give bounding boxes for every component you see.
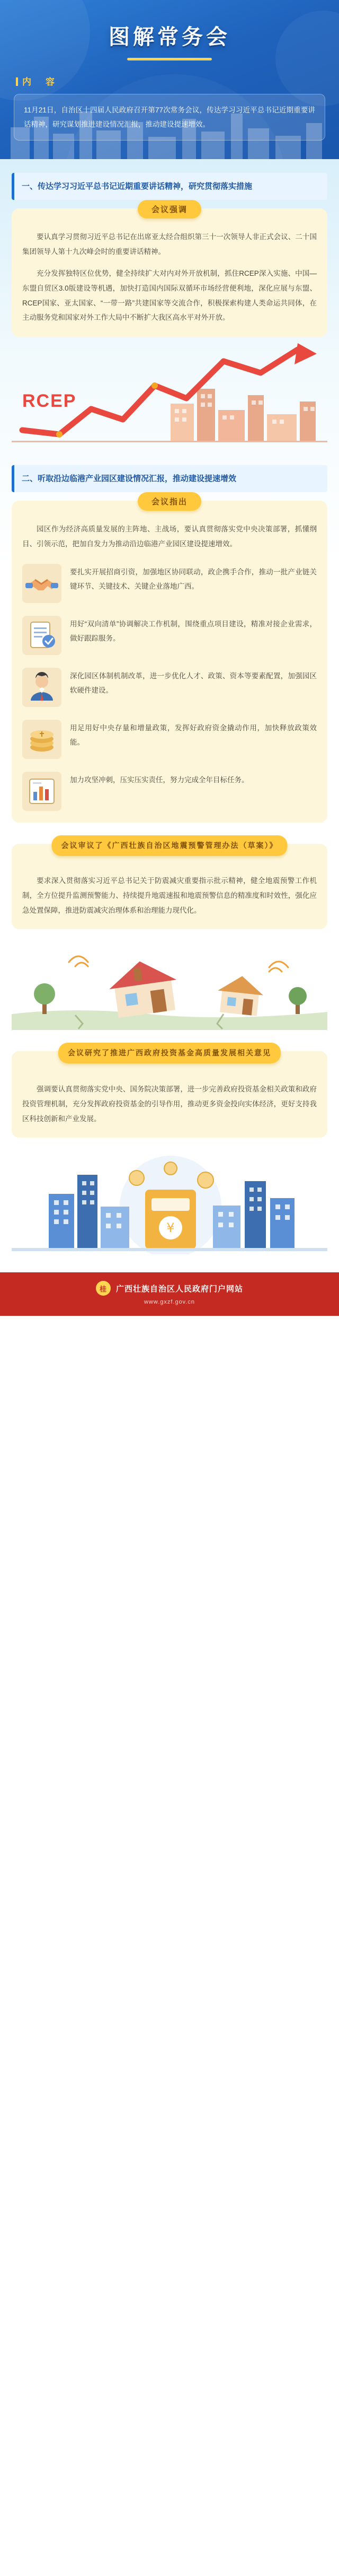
label-bar-icon: [16, 77, 18, 86]
page-header: [0, 0, 339, 159]
section-2: [0, 465, 339, 823]
section-4: [0, 1051, 339, 1254]
handshake-icon: [22, 564, 61, 603]
section-3-card: [12, 841, 327, 929]
list-item-text: 加力攻坚冲刺，压实压实责任，努力完成全年目标任务。: [70, 776, 249, 784]
section-3-paragraph-1: 要求深入贯彻落实习近平总书记关于防震减灾重要指示批示精神，健全地震预警工作机制，全方位提升监测预警能力、持续提升地震速报和地震预警信息的精准度和时效性，强化应急处置保障，推进防震减灾治理体系和治理能力现代化。: [22, 877, 317, 914]
government-emblem-icon: 桂: [96, 1281, 111, 1296]
section-4-card: [12, 1051, 327, 1138]
list-item: [22, 668, 317, 707]
title-underline: [127, 58, 212, 60]
section-4-paragraph-1: 强调要认真贯彻落实党中央、国务院决策部署，进一步完善政府投资基金相关政策和政府投资管理机制，充分发挥政府投资基金的引导作用，推动更多资金投向实体经济，更好支持我区科技创新和产业发展。: [22, 1085, 317, 1123]
list-item-text: 用足用好中央存量和增量政策，发挥好政府资金撬动作用，加快释放政策效能。: [70, 724, 317, 747]
rcep-illustration: [12, 340, 327, 451]
intro-text: 11月21日，自治区十四届人民政府召开第77次常务会议，传达学习习近平总书记近期重要讲话精神，研究谋划推进建设情况汇报，推动建设提速增效。: [14, 94, 325, 141]
section-2-card: [12, 497, 327, 823]
earthquake-house-icon: [12, 935, 327, 1030]
footer-org-line: [0, 1281, 339, 1296]
page-title: 图解常务会: [109, 25, 230, 49]
section-1-tag: 会议强调: [138, 200, 201, 219]
list-item: [22, 616, 317, 655]
coin-stack-icon: [22, 720, 61, 759]
page-footer: [0, 1272, 339, 1316]
footer-url: www.gxzf.gov.cn: [144, 1299, 195, 1306]
list-item: [22, 772, 317, 811]
section-1: [0, 173, 339, 451]
section-3-tag: 会议审议了《广西壮族自治区地震预警管理办法（草案）》: [52, 835, 288, 855]
section-1-paragraph-1: 要认真学习贯彻习近平总书记在出席亚太经合组织第三十一次领导人非正式会议、二十国集团领导人第十九次峰会时的重要讲话精神。: [22, 233, 317, 256]
city-fund-icon: [12, 1143, 327, 1254]
section-1-heading: 一、传达学习习近平总书记近期重要讲话精神，研究贯彻落实措施: [12, 173, 327, 200]
section-3: [0, 841, 339, 1030]
list-item-text: 用好“双向清单”协调解决工作机制，围绕重点项目建设，精准对接企业需求，做好跟踪服务。: [70, 620, 317, 643]
list-item: [22, 564, 317, 603]
document-check-icon: [22, 616, 61, 655]
svg-text:¥: ¥: [166, 1220, 175, 1236]
bar-chart-icon: [22, 772, 61, 811]
section-2-tag: 会议指出: [138, 492, 201, 511]
list-item-text: 要扎实开展招商引资，加强地区协同联动，政企携手合作，推动一批产业链关键环节、关键技术、关键企业落地广西。: [70, 568, 317, 591]
person-tie-icon: [22, 668, 61, 707]
section-2-paragraph-1: 园区作为经济高质量发展的主阵地、主战场，要认真贯彻落实党中央决策部署，抓懂纲目、引领示范，把加自发力为推动沿边临港产业园区建设提速增效。: [22, 525, 317, 548]
section-4-tag: 会议研究了推进广西政府投资基金高质量发展相关意见: [58, 1043, 281, 1063]
rcep-label: RCEP: [22, 391, 77, 412]
list-item: [22, 720, 317, 759]
section-1-card: [12, 205, 327, 337]
list-item-text: 深化园区体制机制改革，进一步优化人才、政策、资本等要素配置，加强园区软硬件建设。: [70, 672, 317, 695]
content-label: 内 容: [16, 74, 57, 88]
section-1-paragraph-2: 充分发挥独特区位优势，健全持续扩大对内对外开放机制，抓住RCEP深入实施、中国—东盟自贸区3.0版建设等机遇，加快打造国内国际双循环市场经营便利地，深化应展与东盟、RCEP国家、亚太国家、“一带一路”共建国家等交流合作，积极探索构建人类命运共同体，在主动服务党和国家对外工作大局中不断扩大我区高水平对外开放。: [22, 269, 317, 322]
footer-org: 广西壮族自治区人民政府门户网站: [115, 1284, 243, 1294]
title-block: [0, 0, 339, 60]
section-2-heading: 二、听取沿边临港产业园区建设情况汇报，推动建设提速增效: [12, 465, 327, 492]
